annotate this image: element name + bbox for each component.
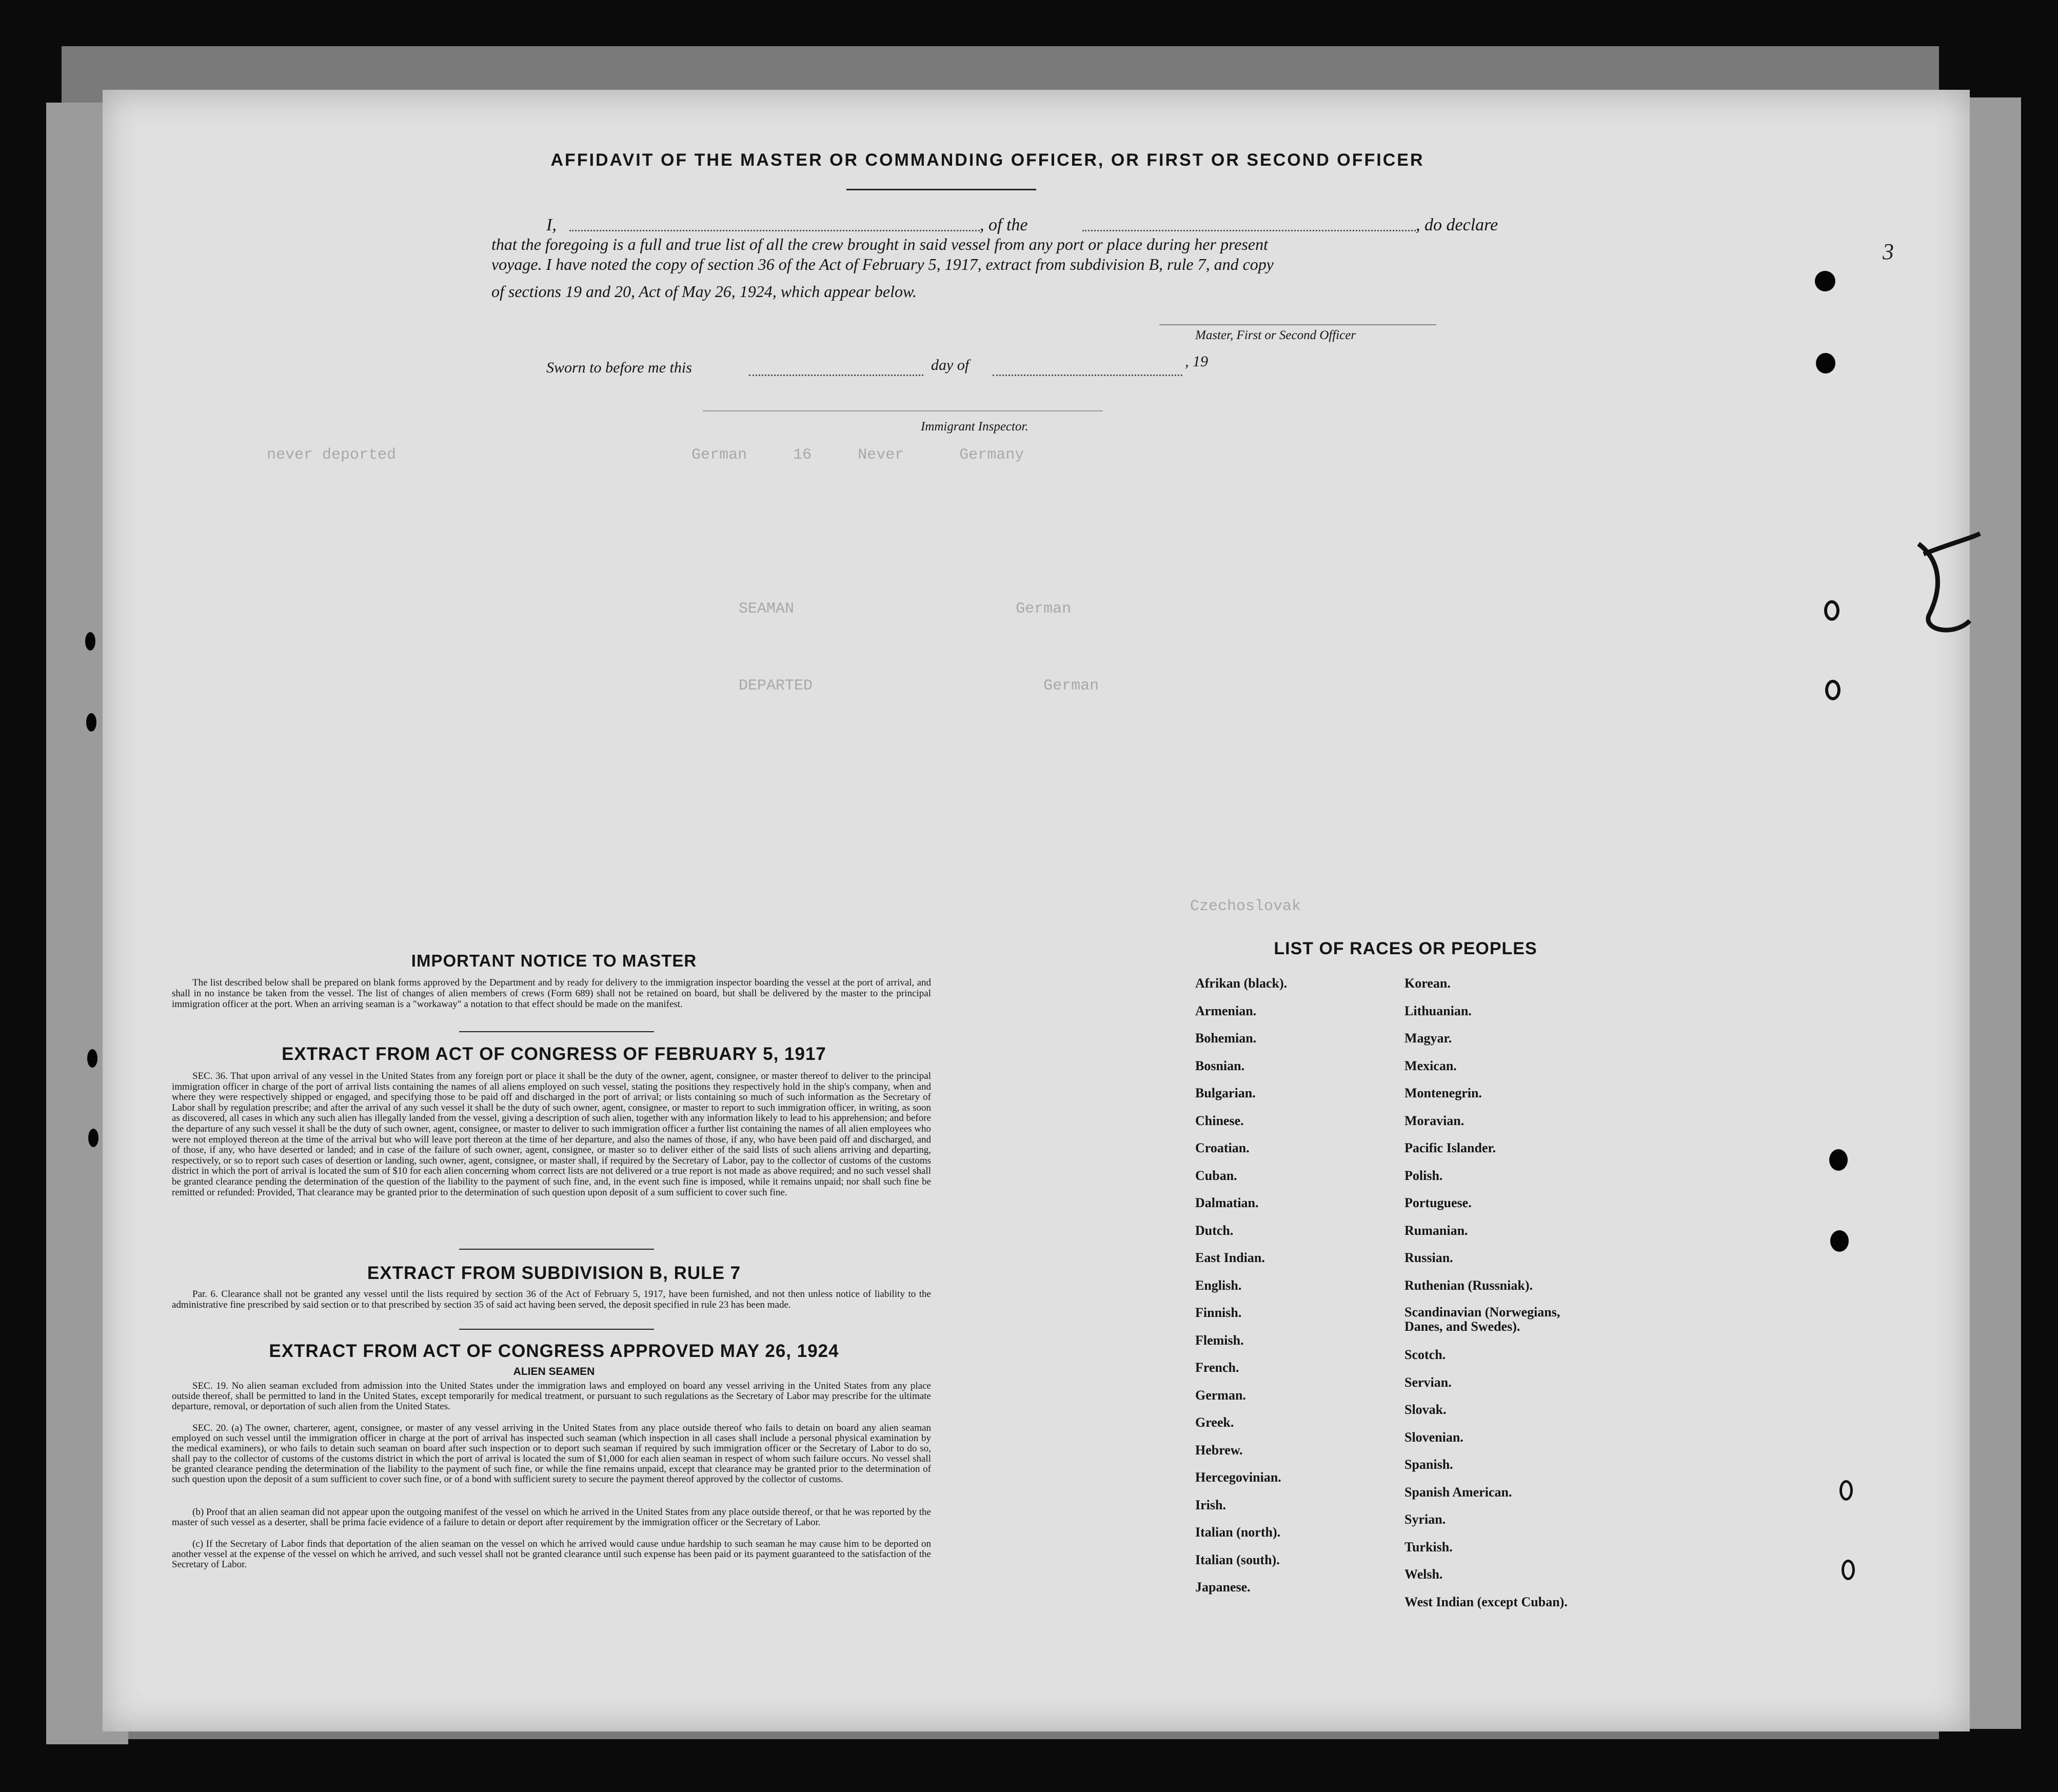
race-item: Finnish. xyxy=(1195,1305,1242,1320)
race-item: Polish. xyxy=(1404,1168,1443,1183)
race-item: Portuguese. xyxy=(1404,1195,1472,1210)
race-item: Spanish. xyxy=(1404,1457,1453,1472)
race-item: Korean. xyxy=(1404,976,1451,991)
notice-divider xyxy=(459,1031,654,1032)
affidavit-line-2: that the foregoing is a full and true list of all the crew brought in said vessel from any port or place during her present xyxy=(491,235,1268,253)
race-item: Italian (south). xyxy=(1195,1552,1280,1567)
extract-1917-title: EXTRACT FROM ACT OF CONGRESS OF FEBRUARY 5, 1917 xyxy=(282,1044,826,1064)
race-item: Dutch. xyxy=(1195,1223,1234,1238)
race-item: Chinese. xyxy=(1195,1113,1244,1128)
race-item: Montenegrin. xyxy=(1404,1086,1482,1100)
extract-1924-title: EXTRACT FROM ACT OF CONGRESS APPROVED MAY 26, 1924 xyxy=(269,1341,839,1361)
handwritten-mark xyxy=(1908,523,1990,641)
binder-hole xyxy=(1842,1560,1855,1580)
bleed-through-text: never deported German 16 Never Germany xyxy=(267,446,1024,464)
race-item: Slovak. xyxy=(1404,1402,1447,1417)
officer-signature-label: Master, First or Second Officer xyxy=(1195,328,1356,342)
year-prefix-label: , 19 xyxy=(1185,353,1208,370)
race-item: Armenian. xyxy=(1195,1003,1257,1018)
affidavit-declare-label: , do declare xyxy=(1416,215,1498,234)
race-item: Cuban. xyxy=(1195,1168,1237,1183)
sworn-month-blank[interactable] xyxy=(993,375,1182,376)
race-item: Hebrew. xyxy=(1195,1442,1243,1458)
race-item: Scotch. xyxy=(1404,1347,1446,1362)
affidavit-of-the-label: , of the xyxy=(980,215,1028,234)
race-item: French. xyxy=(1195,1360,1239,1375)
form-page xyxy=(103,90,1970,1731)
binder-hole xyxy=(1824,600,1839,621)
affidavit-i-label: I, xyxy=(546,215,557,234)
race-item: Welsh. xyxy=(1404,1567,1443,1582)
inspector-signature-blank[interactable] xyxy=(703,410,1103,411)
race-item: Russian. xyxy=(1404,1250,1453,1265)
race-item: Croatian. xyxy=(1195,1140,1250,1155)
race-item: Lithuanian. xyxy=(1404,1003,1472,1018)
affidavit-title: AFFIDAVIT OF THE MASTER OR COMMANDING OFFICER, OR FIRST OR SECOND OFFICER xyxy=(550,150,1424,170)
bleed-through-text: DEPARTED German xyxy=(739,677,1099,695)
race-item: East Indian. xyxy=(1195,1250,1265,1265)
title-divider xyxy=(846,189,1036,190)
race-item: Ruthenian (Russniak). xyxy=(1404,1277,1533,1293)
rule7-body: Par. 6. Clearance shall not be granted any vessel until the lists required by section 36 of the Act of February 5, 1917, have been furnished, and not then unless notice of liability to the administrative fine prescribed by said section or to that prescribed by section 35 of said act having been served, the deposit specified in rule 23 has been made. xyxy=(172,1289,931,1310)
races-title: LIST OF RACES OR PEOPLES xyxy=(1274,939,1537,958)
binder-hole xyxy=(1830,1230,1849,1252)
race-item: Moravian. xyxy=(1404,1113,1465,1128)
rule7-divider xyxy=(459,1329,654,1330)
notice-body: The list described below shall be prepared on blank forms approved by the Department and by ready for delivery to the immigration inspector boarding the vessel at the port of arrival, and shall in no instance be taken from the vessel. The list of changes of alien members of crews (Form 689) shall not be retained on board, but shall be delivered by the master to the principal immigration officer at the port. When an arriving seaman is a "workaway" a notation to that effect should be made on the manifest. xyxy=(172,977,931,1010)
race-item: Slovenian. xyxy=(1404,1429,1463,1445)
race-item: Dalmatian. xyxy=(1195,1195,1259,1210)
binder-hole xyxy=(1816,353,1835,373)
affidavit-line-4: of sections 19 and 20, Act of May 26, 1924, which appear below. xyxy=(491,282,917,301)
binder-hole xyxy=(86,713,96,732)
binder-hole xyxy=(1815,271,1835,291)
day-of-label: day of xyxy=(931,357,969,373)
race-item: Spanish American. xyxy=(1404,1484,1512,1500)
race-item: Bosnian. xyxy=(1195,1058,1245,1073)
race-item: Scandinavian (Norwegians, Danes, and Swedes). xyxy=(1404,1305,1560,1334)
race-item: Greek. xyxy=(1195,1415,1234,1430)
notice-title: IMPORTANT NOTICE TO MASTER xyxy=(411,951,697,970)
race-item: Servian. xyxy=(1404,1374,1452,1390)
extract-1917-body: SEC. 36. That upon arrival of any vessel in the United States from any foreign port or place it shall be the duty of the owner, agent, consignee, or master thereof to deliver to the principal immigration officer in charge of the port of arrival lists containing the names of all aliens employed on such vessel, stating the positions they respectively hold in the ship's company, when and where they were respectively shipped or engaged, and specifying those to be paid off and discharged in the port of arrival; or lists containing so much of such information as the Secretary of Labor shall by regulation prescribe; and after the arrival of any such vessel it shall be the duty of such owner, agent, consignee, or master to report to such immigration officer, in writing, as soon as discovered, all cases in which any such alien has illegally landed from the vessel, giving a description of such alien, together with any information likely to lead to his apprehension; and before the departure of any such vessel it shall be the duty of such owner, agent, consignee, or master to deliver to such immigration officer a further list containing the names of all alien employees who were not employed thereon at the time of the arrival but who will leave port thereon at the time of her departure, and also the names of those, if any, who have been paid off and discharged, and of those, if any, who have deserted or landed; and in case of the failure of such owner, agent, consignee, or master so to deliver either of the said lists of such aliens arriving and departing, respectively, or so to report such cases of desertion or landing, such owner, agent, consignee, or master shall, if required by the Secretary of Labor, pay to the collector of customs of the customs district in which the port of arrival is located the sum of $10 for each alien concerning whom correct lists are not delivered or a true report is not made as above required; and no such vessel shall be granted clearance pending the determination of the question of the liability to the payment of such fine, and, in the event such fine is imposed, while it remains unpaid; nor shall such fine be remitted or refunded: Provided, That clearance may be granted prior to the determination of such question upon deposit of a sum sufficient to cover such fine. xyxy=(172,1071,931,1198)
binder-hole xyxy=(85,632,95,651)
officer-signature-blank[interactable] xyxy=(1159,324,1436,325)
vessel-blank[interactable] xyxy=(1082,230,1416,231)
race-item: Bohemian. xyxy=(1195,1031,1257,1046)
race-item: Rumanian. xyxy=(1404,1223,1468,1238)
race-item: German. xyxy=(1195,1387,1246,1403)
race-item: Turkish. xyxy=(1404,1539,1453,1554)
binder-hole xyxy=(88,1129,98,1147)
race-item: West Indian (except Cuban). xyxy=(1404,1594,1568,1609)
extract-1924-sec20c: (c) If the Secretary of Labor finds that deportation of the alien seaman on the vessel on which he arrived would cause undue hardship to such seaman he may cause him to be deported on another vessel at the expense of the vessel on which he arrived, and such vessel shall not be granted clearance until such expense has been paid or its payment guaranteed to the satisfaction of the Secretary of Labor. xyxy=(172,1539,931,1570)
extract-1924-sec19: SEC. 19. No alien seaman excluded from admission into the United States under the immigration laws and employed on board any vessel arriving in the United States from any place outside thereof, shall be permitted to land in the United States, except temporarily for medical treatment, or pursuant to such regulations as the Secretary of Labor may prescribe for the ultimate departure, removal, or deportation of such alien from the United States. xyxy=(172,1381,931,1412)
name-blank[interactable] xyxy=(569,230,980,231)
race-item: Bulgarian. xyxy=(1195,1086,1256,1100)
bleed-through-text: Czechoslovak xyxy=(1190,898,1301,915)
extract-1917-divider xyxy=(459,1249,654,1250)
race-item: Magyar. xyxy=(1404,1031,1452,1046)
race-item: English. xyxy=(1195,1277,1242,1293)
sworn-label: Sworn to before me this xyxy=(546,359,692,376)
binder-hole xyxy=(1829,1149,1848,1171)
extract-1924-sec20b: (b) Proof that an alien seaman did not appear upon the outgoing manifest of the vessel on which he arrived in the United States from any place outside thereof, or that he was reported by the master of such vessel as a deserter, shall be prima facie evidence of a failure to detain or deport after requirement by the immigration officer or the Secretary of Labor. xyxy=(172,1507,931,1528)
race-item: Afrikan (black). xyxy=(1195,976,1288,991)
margin-page-number: 3 xyxy=(1883,239,1894,264)
inspector-label: Immigrant Inspector. xyxy=(921,420,1028,434)
race-item: Japanese. xyxy=(1195,1580,1251,1594)
race-item: Flemish. xyxy=(1195,1332,1244,1348)
race-item: Syrian. xyxy=(1404,1512,1446,1527)
binder-hole xyxy=(87,1049,97,1068)
race-item: Hercegovinian. xyxy=(1195,1470,1281,1485)
binder-hole xyxy=(1839,1480,1853,1501)
race-item: Pacific Islander. xyxy=(1404,1140,1496,1155)
extract-1924-subtitle: ALIEN SEAMEN xyxy=(513,1366,595,1377)
affidavit-line-3: voyage. I have noted the copy of section 36 of the Act of February 5, 1917, extract from subdivision B, rule 7, and copy xyxy=(491,255,1274,273)
race-item: Italian (north). xyxy=(1195,1525,1281,1540)
race-item: Irish. xyxy=(1195,1497,1226,1512)
rule7-title: EXTRACT FROM SUBDIVISION B, RULE 7 xyxy=(367,1263,741,1283)
binder-hole xyxy=(1825,680,1841,700)
sworn-day-blank[interactable] xyxy=(749,375,923,376)
extract-1924-sec20a: SEC. 20. (a) The owner, charterer, agent, consignee, or master of any vessel arriving in the United States from any place outside thereof who fails to detain on board any alien seaman employed on such vessel until the immigration officer in charge at the port of arrival has inspected such seaman (which inspection in all cases shall include a personal physical examination by the medical examiners), or who fails to detain such seaman on board after such inspection or to deport such seaman if required by such immigration officer or the Secretary of Labor to do so, shall pay to the collector of customs of the customs district in which the port of arrival is located the sum of $1,000 for each alien seaman in respect of whom such failure occurs. No vessel shall be granted clearance pending the determination of the liability to the payment of such fine, or while the fine remains unpaid, except that clearance may be granted prior to the determination of such question upon the deposit of a sum sufficient to cover such fine, or of a bond with sufficient surety to secure the payment thereof approved by the collector of customs. xyxy=(172,1423,931,1485)
race-item: Mexican. xyxy=(1404,1058,1457,1073)
bleed-through-text: SEAMAN German xyxy=(739,600,1072,618)
